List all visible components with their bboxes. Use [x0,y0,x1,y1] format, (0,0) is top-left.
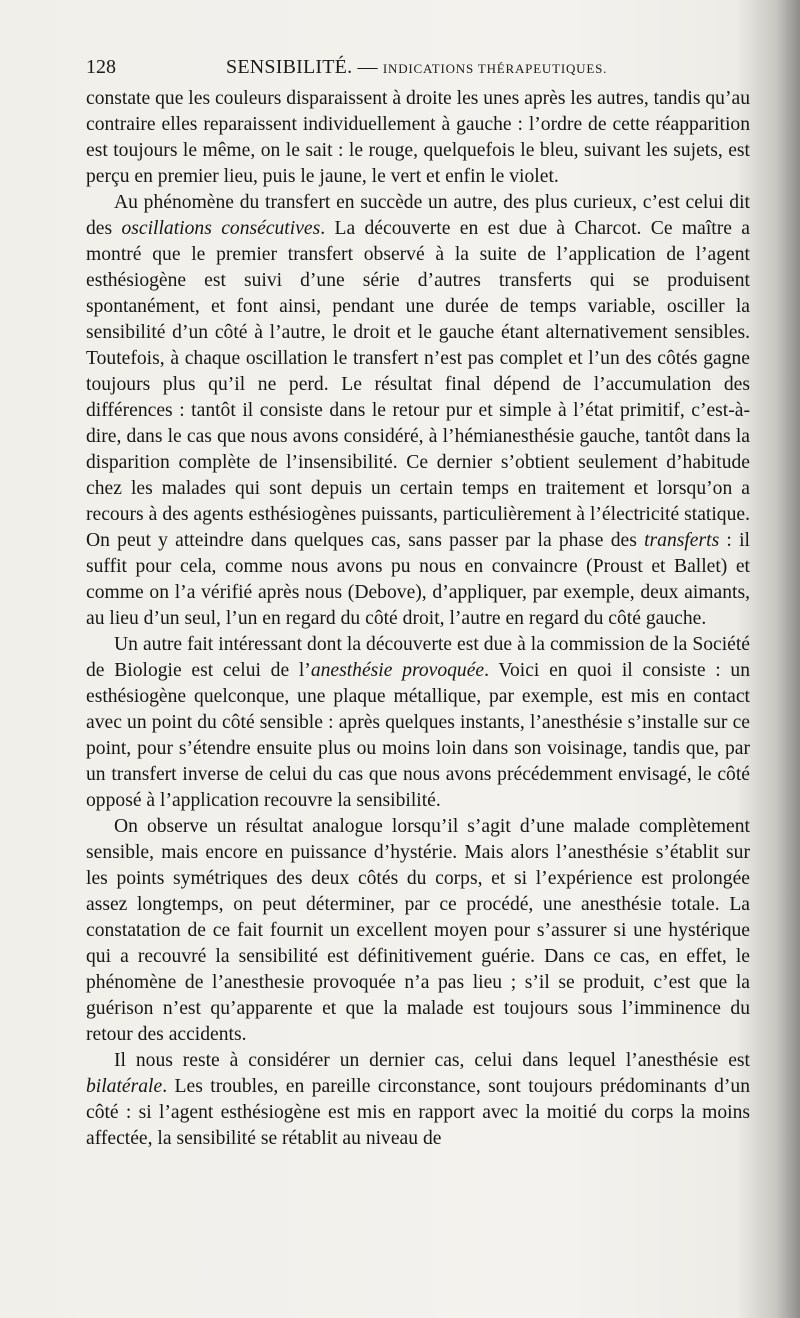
paragraph-3-text-b: . Voici en quoi il consiste : un esthésiogène quelconque, une plaque métallique, par exemple, est mis en contact avec un point du côté sensible : après quelques instants, l’anesthésie s’installe sur ce point, pour s’étendre ensuite plus ou moins loin dans son voisinage, tandis que, par un transfert inverse de celui du cas que nous avons précédemment envisagé, le côté opposé à l’application recouvre la sensibilité. [86,660,750,811]
paragraph-4: On observe un résultat analogue lorsqu’il s’agit d’une malade complètement sensible, mais encore en puissance d’hystérie. Mais alors l’anesthésie s’établit sur les points symétriques des deux côtés du corps, et si l’expérience est prolongée assez longtemps, on peut déterminer, par ce procédé, une anesthésie totale. La constatation de ce fait fournit un excellent moyen pour s’assurer si une hystérique qui a recouvré la sensibilité est définitivement guérie. Dans ce cas, en effet, le phénomène de l’anesthesie provoquée n’a pas lieu ; s’il se produit, c’est que la guérison n’est qu’apparente et que la malade est toujours sous l’imminence du retour des accidents. [86,816,750,1045]
paragraph-2-text-c: : il suffit pour cela, comme nous avons pu nous en convaincre (Proust et Ballet) et comme on l’a vérifié après nous (Debove), d’appliquer, par exemple, deux aimants, au lieu d’un seul, l’un en regard du côté droit, l’autre en regard du côté gauche. [86,530,750,629]
paragraph-1: constate que les couleurs disparaissent à droite les unes après les autres, tandis qu’au contraire elles reparaissent individuellement à gauche : l’ordre de cette réapparition est toujours le même, on le sait : le rouge, quelquefois le bleu, suivant les sujets, est perçu en premier lieu, puis le jaune, le vert et enfin le violet. [86,88,750,187]
running-head [86,54,750,84]
paragraph-2-text-b: . La découverte en est due à Charcot. Ce maître a montré que le premier transfert observé à la suite de l’application de l’agent esthésiogène est suivi d’une série d’autres transferts qui se produisent spontanément, et font ainsi, pendant une durée de temps variable, osciller la sensibilité d’un côté à l’autre, le droit et le gauche étant alternativement sensibles. Toutefois, à chaque oscillation le transfert n’est pas complet et l’un des côtés gagne toujours plus qu’il ne perd. Le résultat final dépend de l’accumulation des différences : tantôt il consiste dans le retour pur et simple à l’état primitif, c’est-à-dire, dans le cas que nous avons considéré, à l’hémianesthésie gauche, tantôt dans la disparition complète de l’insensibilité. Ce dernier s’obtient seulement d’habitude chez les malades qui sont depuis un certain temps en traitement et lorsqu’on a recours à des agents esthésiogènes puissants, particulièrement à l’électricité statique. On peut y atteindre dans quelques cas, sans passer par la phase des [86,218,750,551]
paragraph-5-text-b: . Les troubles, en pareille circonstance, sont toujours prédominants d’un côté : si l’agent esthésiogène est mis en rapport avec la moitié du corps la moins affectée, la sensibilité se rétablit au niveau de [86,1076,750,1149]
paragraph-3-italic-anesthesie: anesthésie provoquée [310,660,485,681]
paragraph-2-text-a: Au phénomène du transfert en succède un autre, des plus curieux, c’est celui dit des [86,192,750,239]
paragraph-2-italic-oscillations: oscillations consécutives [121,218,321,239]
paragraph-5-italic-bilaterale: bilatérale [86,1076,163,1097]
running-subtitle: INDICATIONS THÉRAPEUTIQUES. [382,61,608,76]
paragraph-5-text-a: Il nous reste à considérer un dernier cas, celui dans lequel l’anesthésie est [114,1050,750,1071]
paragraph-3 [86,632,750,814]
body-text [86,86,750,1152]
page-number: 128 [86,56,116,78]
running-title-main: SENSIBILITÉ. — [226,56,378,78]
paragraph-3-text-a: Un autre fait intéressant dont la découverte est due à la commission de la Société de Biologie est celui de l’ [86,634,750,681]
paragraph-5 [86,1048,750,1152]
paragraph-2 [86,190,750,632]
running-title [226,56,607,79]
paragraph-2-italic-transferts: transferts [644,530,720,551]
